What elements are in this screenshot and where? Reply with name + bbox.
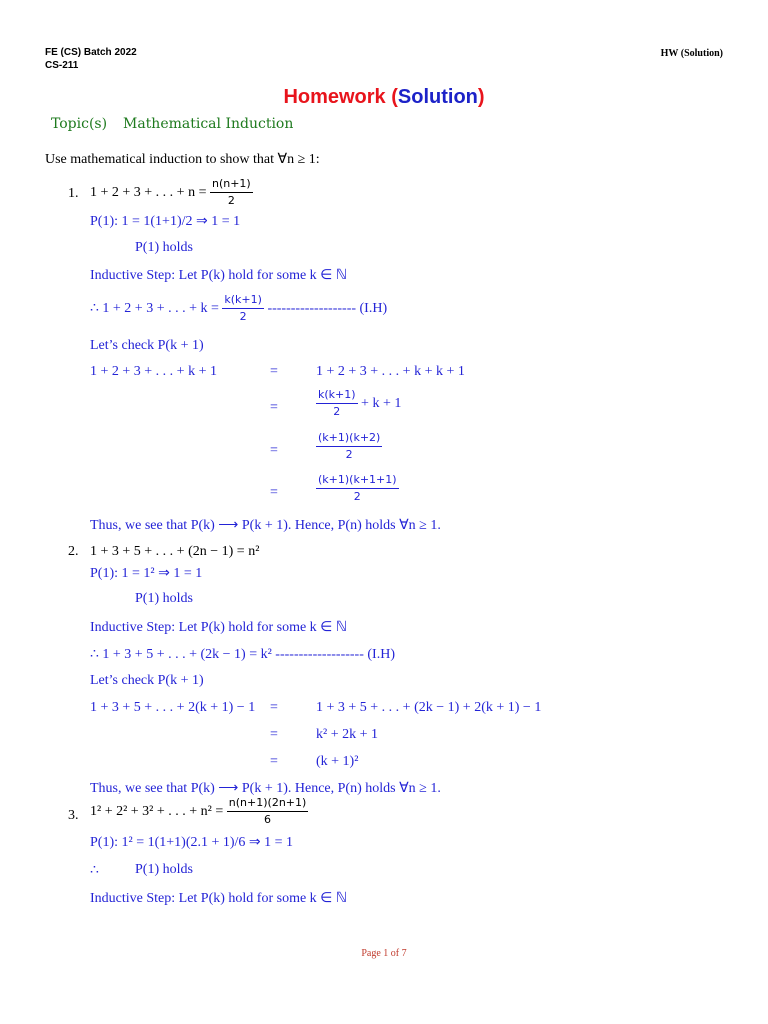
p1-step-2: $\frac{k(k+1)}{2}$ + k + 1 — [318, 388, 402, 419]
p1-hypothesis: ∴ 1 + 2 + 3 + . . . + k = $\frac{k(k+1)}{2}$ ------------------- (I.H) — [90, 293, 388, 324]
problem-3-number: 3. — [68, 808, 79, 823]
p3-base-case: P(1): 1² = 1(1+1)(2.1 + 1)/6 ⇒ 1 = 1 — [90, 835, 294, 850]
p1-conclusion: Thus, we see that P(k) ⟶ P(k + 1). Hence, P(n) holds ∀n ≥ 1. — [90, 518, 441, 533]
p3-therefore: ∴ — [90, 863, 99, 878]
p1-eq-1: = — [270, 364, 278, 379]
title-part1: Homework ( — [283, 86, 398, 108]
p1-lhs-k1: 1 + 2 + 3 + . . . + k + 1 — [90, 364, 217, 379]
p2-lhs-k1: 1 + 3 + 5 + . . . + 2(k + 1) − 1 — [90, 700, 256, 715]
problem-1-number: 1. — [68, 186, 79, 201]
title-part3: ) — [477, 86, 485, 108]
p2-conclusion: Thus, we see that P(k) ⟶ P(k + 1). Hence, P(n) holds ∀n ≥ 1. — [90, 781, 441, 796]
p1-fraction: $\frac{n(n+1)}{2}$ — [211, 177, 251, 208]
p1-lhs: 1 + 2 + 3 + . . . + n = — [90, 184, 207, 200]
course-batch: FE (CS) Batch 2022 — [45, 47, 137, 58]
p1-check: Let’s check P(k + 1) — [90, 338, 204, 353]
p2-check: Let’s check P(k + 1) — [90, 673, 204, 688]
p2-step-2: k² + 2k + 1 — [316, 727, 378, 742]
p1-base-case: P(1): 1 = 1(1+1)/2 ⇒ 1 = 1 — [90, 214, 241, 229]
p3-fraction: $\frac{n(n+1)(2n+1)}{6}$ — [228, 796, 307, 827]
p2-base-case: P(1): 1 = 1² ⇒ 1 = 1 — [90, 566, 203, 581]
intro-text: Use mathematical induction to show that ∀n ≥ 1: — [45, 152, 320, 167]
p1-eq-3: = — [270, 443, 278, 458]
course-code: CS-211 — [45, 60, 79, 71]
p1-step-3: $\frac{(k+1)(k+2)}{2}$ — [318, 431, 381, 462]
problem-1-statement — [90, 178, 253, 207]
p1-eq-4: = — [270, 485, 278, 500]
p2-inductive-step: Inductive Step: Let P(k) hold for some k ∈ ℕ — [90, 620, 348, 635]
p2-step-3: (k + 1)² — [316, 754, 359, 769]
p2-hypothesis: ∴ 1 + 3 + 5 + . . . + (2k − 1) = k² ------------------- (I.H) — [90, 647, 395, 662]
title-part2: Solution — [397, 86, 478, 108]
p1-ih-fraction: $\frac{k(k+1)}{2}$ — [224, 293, 262, 324]
doc-type: HW (Solution) — [660, 48, 723, 59]
p3-holds: P(1) holds — [135, 862, 193, 877]
p2-eq-1: = — [270, 700, 278, 715]
p2-step-1: 1 + 3 + 5 + . . . + (2k − 1) + 2(k + 1) − 1 — [316, 700, 542, 715]
p1-eq-2: = — [270, 400, 278, 415]
p1-inductive-step: Inductive Step: Let P(k) hold for some k ∈ ℕ — [90, 268, 348, 283]
p1-step-1: 1 + 2 + 3 + . . . + k + k + 1 — [316, 364, 465, 379]
p1-step-4: $\frac{(k+1)(k+1+1)}{2}$ — [318, 473, 397, 504]
p2-holds: P(1) holds — [135, 591, 193, 606]
problem-2-number: 2. — [68, 544, 79, 559]
page-number: Page 1 of 7 — [361, 948, 407, 959]
p2-eq-2: = — [270, 727, 278, 742]
topic-value: Mathematical Induction — [123, 116, 294, 132]
p1-holds: P(1) holds — [135, 240, 193, 255]
problem-3-statement: 1² + 2² + 3² + . . . + n² = $\frac{n(n+1)(2n+1)}{6}$ — [90, 796, 307, 827]
p3-inductive-step: Inductive Step: Let P(k) hold for some k ∈ ℕ — [90, 891, 348, 906]
problem-2-statement: 1 + 3 + 5 + . . . + (2n − 1) = n² — [90, 544, 260, 559]
page-title — [0, 86, 768, 109]
topic-label: Topic(s) — [51, 116, 108, 132]
p2-eq-3: = — [270, 754, 278, 769]
